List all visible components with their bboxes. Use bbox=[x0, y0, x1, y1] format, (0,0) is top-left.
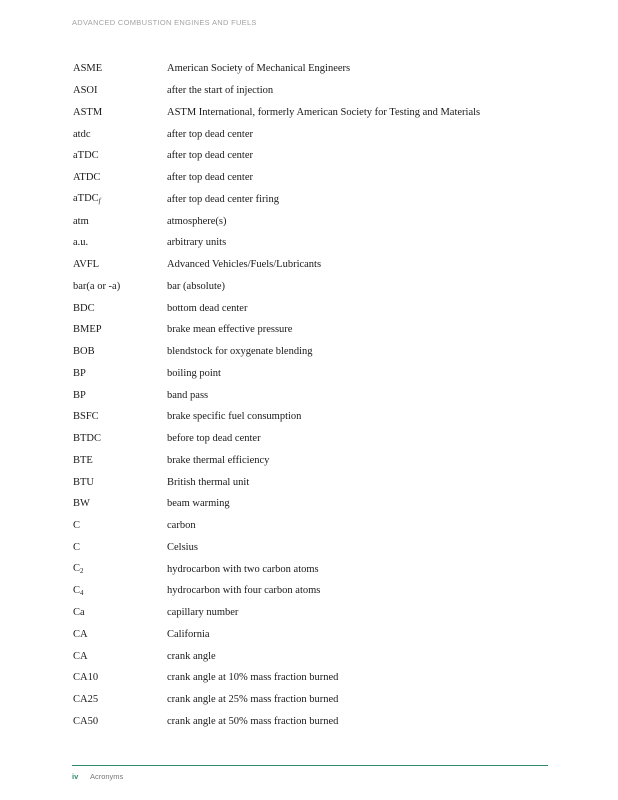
acronym-term-text: ASOI bbox=[73, 85, 98, 97]
acronym-row bbox=[73, 580, 553, 602]
acronym-row bbox=[73, 80, 553, 102]
acronym-row bbox=[73, 189, 553, 211]
acronym-definition: before top dead center bbox=[167, 433, 261, 445]
acronym-term-text: BMEP bbox=[73, 324, 102, 336]
acronym-row bbox=[73, 384, 553, 406]
acronym-term bbox=[73, 433, 167, 444]
acronym-term-text: ATDC bbox=[73, 172, 101, 184]
acronym-row bbox=[73, 645, 553, 667]
acronym-term-text: bar(a or -a) bbox=[73, 280, 121, 292]
acronym-definition: after top dead center bbox=[167, 128, 253, 140]
acronym-term bbox=[73, 390, 167, 401]
acronym-row bbox=[73, 276, 553, 298]
acronym-term bbox=[73, 585, 167, 597]
acronym-row bbox=[73, 515, 553, 537]
acronym-term bbox=[73, 281, 167, 292]
page-footer bbox=[72, 772, 123, 781]
acronym-row bbox=[73, 58, 553, 80]
acronym-definition: after top dead center bbox=[167, 172, 253, 184]
acronym-term bbox=[73, 150, 167, 161]
acronym-term bbox=[73, 520, 167, 531]
acronym-term-text: CA50 bbox=[73, 715, 99, 727]
acronym-term bbox=[73, 216, 167, 227]
acronym-term-subscript: 2 bbox=[80, 567, 84, 576]
acronym-term bbox=[73, 563, 167, 575]
acronym-definition: British thermal unit bbox=[167, 476, 250, 488]
acronym-definition: bar (absolute) bbox=[167, 280, 226, 292]
acronym-term bbox=[73, 694, 167, 705]
acronym-term bbox=[73, 498, 167, 509]
acronym-definition: crank angle at 25% mass fraction burned bbox=[167, 694, 339, 706]
acronym-term-text: BP bbox=[73, 367, 86, 379]
acronym-row bbox=[73, 471, 553, 493]
acronym-term-text: BOB bbox=[73, 346, 95, 358]
acronym-term-text: BTU bbox=[73, 476, 94, 488]
acronym-row bbox=[73, 689, 553, 711]
footer-rule bbox=[72, 765, 548, 766]
acronym-term-text: BTDC bbox=[73, 433, 102, 445]
acronym-term bbox=[73, 346, 167, 357]
acronym-row bbox=[73, 319, 553, 341]
acronym-term-text: CA10 bbox=[73, 672, 99, 684]
acronym-term-text: atm bbox=[73, 215, 89, 227]
acronym-row bbox=[73, 711, 553, 733]
acronym-row bbox=[73, 602, 553, 624]
acronym-term-text: CA bbox=[73, 650, 88, 662]
acronym-row bbox=[73, 167, 553, 189]
acronym-row bbox=[73, 450, 553, 472]
acronym-definition: crank angle bbox=[167, 650, 216, 662]
acronym-row bbox=[73, 667, 553, 689]
acronym-list bbox=[73, 58, 553, 732]
acronym-term bbox=[73, 259, 167, 270]
acronym-term-text: ASTM bbox=[73, 106, 103, 118]
acronym-term-text: AVFL bbox=[73, 259, 100, 271]
acronym-definition: after top dead center firing bbox=[167, 193, 279, 205]
acronym-definition: arbitrary units bbox=[167, 237, 227, 249]
acronym-row bbox=[73, 145, 553, 167]
acronym-definition: brake mean effective pressure bbox=[167, 324, 293, 336]
acronym-row bbox=[73, 363, 553, 385]
acronym-term-subscript: 4 bbox=[80, 588, 84, 597]
acronym-term bbox=[73, 716, 167, 727]
acronym-row bbox=[73, 254, 553, 276]
acronym-definition: bottom dead center bbox=[167, 302, 248, 314]
acronym-term-text: ASME bbox=[73, 63, 103, 75]
acronym-term-text: BDC bbox=[73, 302, 95, 314]
running-header: ADVANCED COMBUSTION ENGINES AND FUELS bbox=[72, 18, 257, 27]
acronym-definition: band pass bbox=[167, 389, 209, 401]
acronym-term-text: C bbox=[73, 541, 81, 553]
acronym-term-text: C bbox=[73, 563, 81, 575]
acronym-term bbox=[73, 107, 167, 118]
acronym-term-text: atdc bbox=[73, 128, 91, 140]
acronym-row bbox=[73, 558, 553, 580]
acronym-term-text: C bbox=[73, 520, 81, 532]
acronym-row bbox=[73, 123, 553, 145]
acronym-row bbox=[73, 406, 553, 428]
acronym-definition: hydrocarbon with two carbon atoms bbox=[167, 563, 319, 575]
acronym-definition: after top dead center bbox=[167, 150, 253, 162]
acronym-definition: American Society of Mechanical Engineers bbox=[167, 63, 351, 75]
acronym-definition: beam warming bbox=[167, 498, 230, 510]
acronym-term-text: Ca bbox=[73, 607, 85, 619]
acronym-term-subscript: f bbox=[98, 197, 101, 206]
acronym-row bbox=[73, 624, 553, 646]
acronym-definition: ASTM International, formerly American Society for Testing and Materials bbox=[167, 106, 481, 118]
acronym-term-text: aTDC bbox=[73, 193, 99, 205]
acronym-row bbox=[73, 341, 553, 363]
acronym-term-text: a.u. bbox=[73, 237, 89, 249]
acronym-term bbox=[73, 672, 167, 683]
acronym-term-text: CA bbox=[73, 628, 88, 640]
acronym-definition: after the start of injection bbox=[167, 85, 274, 97]
acronym-definition: Celsius bbox=[167, 541, 198, 553]
acronym-definition: atmosphere(s) bbox=[167, 215, 227, 227]
acronym-term bbox=[73, 629, 167, 640]
acronym-term bbox=[73, 237, 167, 248]
acronym-term bbox=[73, 651, 167, 662]
acronym-term bbox=[73, 455, 167, 466]
acronym-term bbox=[73, 129, 167, 140]
acronym-definition: blendstock for oxygenate blending bbox=[167, 346, 313, 358]
footer-section-label: Acronyms bbox=[89, 772, 124, 781]
acronym-term-text: C bbox=[73, 584, 81, 596]
acronym-row bbox=[73, 493, 553, 515]
acronym-definition: California bbox=[167, 628, 210, 640]
acronym-definition: brake specific fuel consumption bbox=[167, 411, 302, 423]
acronym-term bbox=[73, 368, 167, 379]
acronym-definition: capillary number bbox=[167, 607, 239, 619]
acronym-row bbox=[73, 428, 553, 450]
acronym-term bbox=[73, 607, 167, 618]
acronym-row bbox=[73, 232, 553, 254]
acronym-definition: carbon bbox=[167, 520, 196, 532]
acronym-term bbox=[73, 193, 167, 205]
acronym-term bbox=[73, 542, 167, 553]
acronym-term bbox=[73, 303, 167, 314]
acronym-definition: Advanced Vehicles/Fuels/Lubricants bbox=[167, 259, 322, 271]
acronym-term-text: BP bbox=[73, 389, 86, 401]
acronym-term bbox=[73, 411, 167, 422]
acronym-row bbox=[73, 210, 553, 232]
acronym-term-text: BTE bbox=[73, 454, 93, 466]
acronym-definition: crank angle at 10% mass fraction burned bbox=[167, 672, 339, 684]
acronym-term bbox=[73, 172, 167, 183]
acronym-row bbox=[73, 102, 553, 124]
acronym-term-text: BW bbox=[73, 498, 90, 510]
acronym-term bbox=[73, 324, 167, 335]
acronym-term-text: aTDC bbox=[73, 150, 99, 162]
acronym-row bbox=[73, 297, 553, 319]
page-number: iv bbox=[72, 772, 79, 781]
acronym-term bbox=[73, 63, 167, 74]
acronym-term bbox=[73, 477, 167, 488]
acronym-definition: crank angle at 50% mass fraction burned bbox=[167, 715, 339, 727]
acronym-row bbox=[73, 537, 553, 559]
acronym-definition: hydrocarbon with four carbon atoms bbox=[167, 585, 321, 597]
acronym-term-text: BSFC bbox=[73, 411, 99, 423]
acronym-definition: boiling point bbox=[167, 367, 221, 379]
acronym-term-text: CA25 bbox=[73, 694, 99, 706]
acronym-definition: brake thermal efficiency bbox=[167, 454, 270, 466]
acronym-term bbox=[73, 85, 167, 96]
